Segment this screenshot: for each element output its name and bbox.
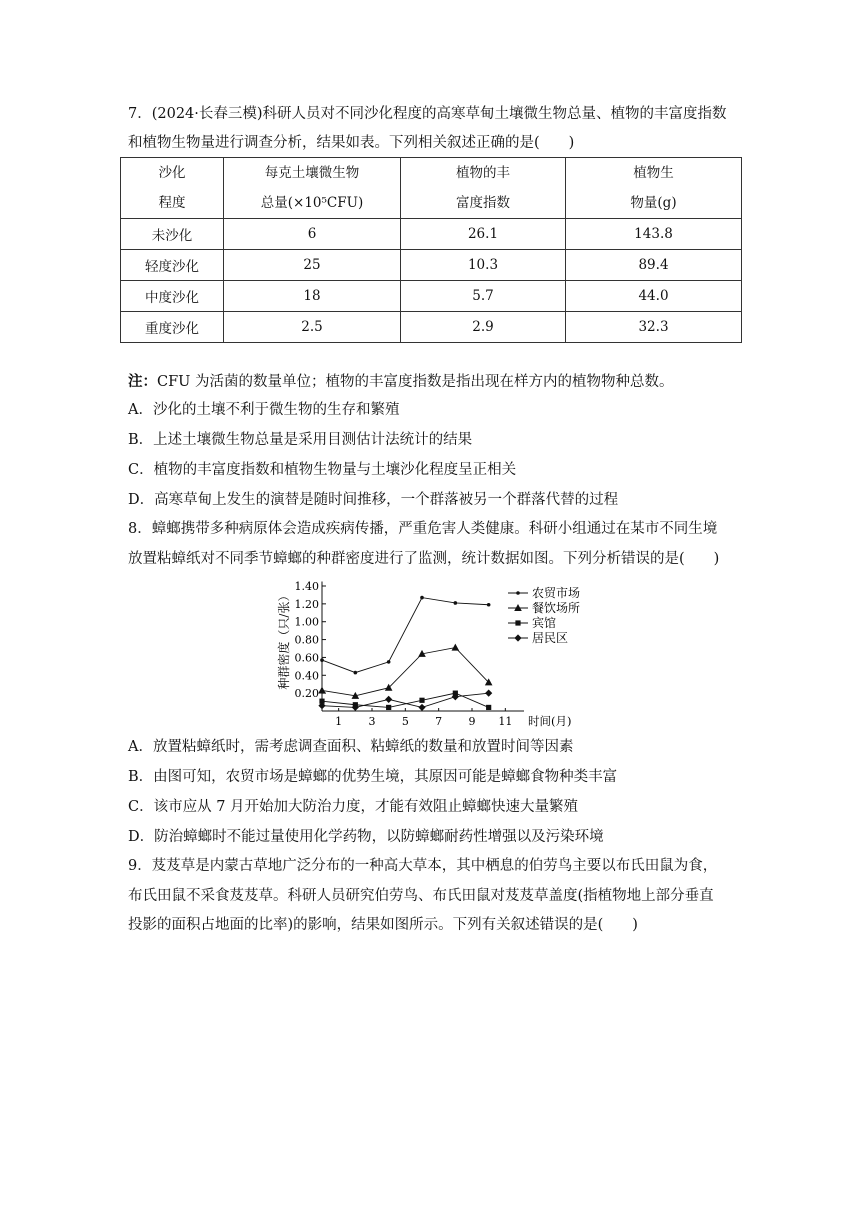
table-row <box>121 281 742 312</box>
y-tick-label: 0.60 <box>294 651 319 665</box>
q8-option-b: B．由图可知，农贸市场是蟑螂的优势生境，其原因可能是蟑螂食物种类丰富 <box>128 769 618 785</box>
y-axis-label: 种群密度（只/张） <box>277 589 291 690</box>
x-tick-label: 3 <box>368 715 376 728</box>
table-cell: 2.9 <box>401 312 566 343</box>
data-point <box>419 698 424 703</box>
data-point <box>487 603 491 607</box>
x-tick-label: 5 <box>401 715 409 728</box>
q7-option-b: B．上述土壤微生物总量是采用目测估计法统计的结果 <box>128 432 473 448</box>
q7-table <box>120 157 742 343</box>
series-1 <box>320 596 490 675</box>
series-2 <box>318 644 492 699</box>
table-cell: 轻度沙化 <box>121 250 224 281</box>
note-label: 注： <box>128 373 157 390</box>
legend-entry <box>508 615 556 630</box>
y-tick-label: 0.40 <box>294 669 319 683</box>
data-point <box>420 596 424 600</box>
table-cell: 10.3 <box>401 250 566 281</box>
note-text: CFU 为活菌的数量单位；植物的丰富度指数是指出现在样方内的植物物种总数。 <box>157 374 674 390</box>
data-point <box>385 696 392 703</box>
header-cell: 植物生 物量(g) <box>566 158 742 219</box>
table-row <box>121 250 742 281</box>
data-point <box>387 660 391 664</box>
table-cell: 中度沙化 <box>121 281 224 312</box>
series-line <box>322 693 489 707</box>
data-point <box>454 601 458 605</box>
series-4 <box>318 690 492 711</box>
q9-stem-line1: 9．芨芨草是内蒙古草地广泛分布的一种高大草本，其中栖息的伯劳鸟主要以布氏田鼠为食， <box>128 858 718 874</box>
data-point <box>354 671 358 675</box>
x-tick-label: 11 <box>498 715 513 728</box>
legend-label: 居民区 <box>532 631 569 645</box>
table-cell: 2.5 <box>224 312 401 343</box>
q7-stem-line2: 和植物生物量进行调查分析，结果如表。下列相关叙述正确的是( ) <box>128 135 575 151</box>
data-point <box>516 591 520 595</box>
table-row <box>121 312 742 343</box>
table-cell: 未沙化 <box>121 219 224 250</box>
legend-entry <box>508 631 568 645</box>
y-tick-label: 1.40 <box>294 580 319 593</box>
header-cell: 植物的丰 富度指数 <box>401 158 566 219</box>
table-cell: 25 <box>224 250 401 281</box>
series-line <box>322 693 489 707</box>
data-point <box>418 704 425 711</box>
cockroach-density-chart <box>270 575 620 730</box>
legend-label: 餐饮场所 <box>532 601 581 615</box>
q9-stem-line2: 布氏田鼠不采食芨芨草。科研人员研究伯劳鸟、布氏田鼠对芨芨草盖度(指植物地上部分垂直 <box>128 888 714 904</box>
table-cell: 26.1 <box>401 219 566 250</box>
table-cell: 5.7 <box>401 281 566 312</box>
x-tick-label: 7 <box>435 715 443 728</box>
data-point <box>320 658 324 662</box>
table-cell: 89.4 <box>566 250 742 281</box>
table-cell: 143.8 <box>566 219 742 250</box>
y-tick-label: 0.20 <box>294 687 319 701</box>
series-line <box>322 598 489 673</box>
table-cell: 重度沙化 <box>121 312 224 343</box>
legend-label: 农贸市场 <box>532 586 581 600</box>
data-point <box>386 705 391 710</box>
q8-stem-line1: 8．蟑螂携带多种病原体会造成疾病传播，严重危害人类健康。科研小组通过在某市不同生境 <box>128 521 718 537</box>
header-cell: 每克土壤微生物 总量(×10⁵CFU) <box>224 158 401 219</box>
q7-note <box>128 372 673 392</box>
q8-option-c: C．该市应从 7 月开始加大防治力度，才能有效阻止蟑螂快速大量繁殖 <box>128 799 579 815</box>
y-tick-label: 1.00 <box>294 615 319 629</box>
table-header-row <box>121 158 742 219</box>
x-tick-label: 9 <box>468 715 476 728</box>
legend-label: 宾馆 <box>532 616 557 630</box>
q7-option-d: D．高寒草甸上发生的演替是随时间推移，一个群落被另一个群落代替的过程 <box>128 492 619 508</box>
table-cell: 32.3 <box>566 312 742 343</box>
q9-stem-line3: 投影的面积占地面的比率)的影响，结果如图所示。下列有关叙述错误的是( ) <box>128 917 638 933</box>
x-tick-label: 1 <box>335 715 343 728</box>
q7-option-c: C．植物的丰富度指数和植物生物量与土壤沙化程度呈正相关 <box>128 462 517 478</box>
q8-option-a: A．放置粘蟑纸时，需考虑调查面积、粘蟑纸的数量和放置时间等因素 <box>128 739 574 755</box>
table-cell: 6 <box>224 219 401 250</box>
y-tick-label: 1.20 <box>294 597 319 611</box>
q8-stem-line2: 放置粘蟑纸对不同季节蟑螂的种群密度进行了监测，统计数据如图。下列分析错误的是( ) <box>128 551 720 567</box>
data-point <box>514 634 521 641</box>
data-point <box>486 705 491 710</box>
legend-entry <box>508 600 580 615</box>
table-cell: 44.0 <box>566 281 742 312</box>
q7-stem-line1: 7．(2024·长春三模)科研人员对不同沙化程度的高寒草甸土壤微生物总量、植物的丰富度指数 <box>128 106 727 122</box>
y-tick-label: 0.80 <box>294 633 319 647</box>
data-point <box>515 620 520 625</box>
table-row <box>121 219 742 250</box>
data-point <box>485 690 492 697</box>
data-point <box>514 604 522 611</box>
x-axis-label: 时间(月) <box>528 714 572 728</box>
legend-entry <box>508 585 580 600</box>
data-point <box>452 644 460 651</box>
q7-option-a: A．沙化的土壤不利于微生物的生存和繁殖 <box>128 402 400 418</box>
header-cell: 沙化 程度 <box>121 158 224 219</box>
data-point <box>318 686 326 693</box>
series-line <box>322 648 489 696</box>
table-cell: 18 <box>224 281 401 312</box>
q8-option-d: D．防治蟑螂时不能过量使用化学药物，以防蟑螂耐药性增强以及污染环境 <box>128 829 604 845</box>
